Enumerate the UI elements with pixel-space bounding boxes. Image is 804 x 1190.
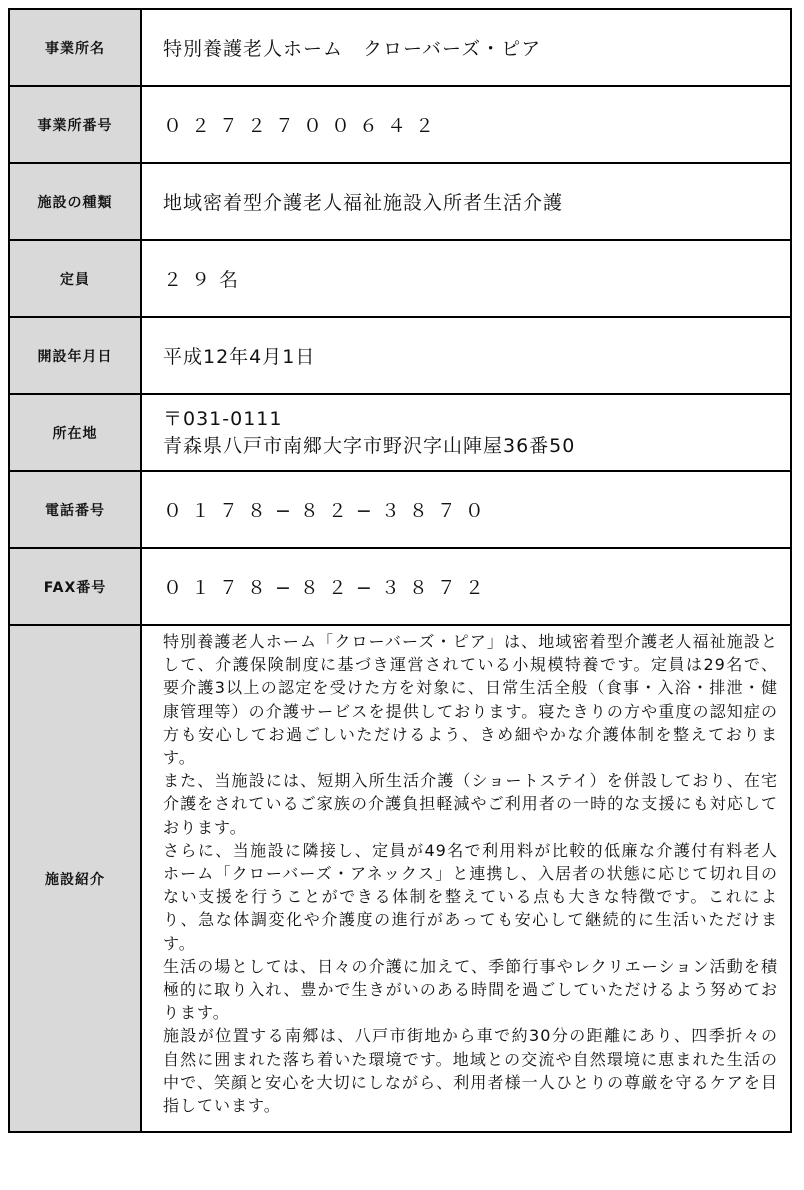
- value-fax: ０１７８−８２−３８７２: [141, 548, 791, 625]
- label-phone: 電話番号: [9, 471, 141, 548]
- row-facility-name: [9, 9, 791, 86]
- facility-info-table: [8, 8, 792, 1133]
- row-address: [9, 394, 791, 471]
- row-facility-type: [9, 163, 791, 240]
- label-fax: FAX番号: [9, 548, 141, 625]
- label-facility-type: 施設の種類: [9, 163, 141, 240]
- row-fax: [9, 548, 791, 625]
- description-paragraph: 特別養護老人ホーム「クローバーズ・ピア」は、地域密着型介護老人福祉施設として、介護保険制度に基づき運営されている小規模特養です。定員は29名で、要介護3以上の認定を受けた方を対象に、日常生活全般（食事・入浴・排泄・健康管理等）の介護サービスを提供しております。寝たきりの方や重度の認知症の方も安心してお過ごしいただけるよう、きめ細やかな介護体制を整えております。: [163, 632, 778, 768]
- postal-code: 〒031-0111: [163, 407, 283, 430]
- value-facility-type: 地域密着型介護老人福祉施設入所者生活介護: [141, 163, 791, 240]
- value-phone: ０１７８−８２−３８７０: [141, 471, 791, 548]
- label-address: 所在地: [9, 394, 141, 471]
- value-capacity: ２９名: [141, 240, 791, 317]
- value-facility-name: 特別養護老人ホーム クローバーズ・ピア: [141, 9, 791, 86]
- value-facility-number: ０２７２７００６４２: [141, 86, 791, 163]
- row-facility-number: [9, 86, 791, 163]
- value-opening-date: 平成12年4月1日: [141, 317, 791, 394]
- description-paragraph: また、当施設には、短期入所生活介護（ショートステイ）を併設しており、在宅介護をされているご家族の介護負担軽減やご利用者の一時的な支援にも対応しております。: [163, 771, 778, 837]
- label-facility-number: 事業所番号: [9, 86, 141, 163]
- description-paragraph: 施設が位置する南郷は、八戸市街地から車で約30分の距離にあり、四季折々の自然に囲まれた落ち着いた環境です。地域との交流や自然環境に恵まれた生活の中で、笑顔と安心を大切にしながら、利用者様一人ひとりの尊厳を守るケアを目指しています。: [163, 1026, 778, 1116]
- label-facility-name: 事業所名: [9, 9, 141, 86]
- value-description: [141, 625, 791, 1132]
- row-capacity: [9, 240, 791, 317]
- label-capacity: 定員: [9, 240, 141, 317]
- row-phone: [9, 471, 791, 548]
- description-paragraph: 生活の場としては、日々の介護に加えて、季節行事やレクリエーション活動を積極的に取り入れ、豊かで生きがいのある時間を過ごしていただけるよう努めております。: [163, 956, 778, 1023]
- row-opening-date: [9, 317, 791, 394]
- description-paragraph: さらに、当施設に隣接し、定員が49名で利用料が比較的低廉な介護付有料老人ホーム「クローバーズ・アネックス」と連携し、入居者の状態に応じて切れ目のない支援を行うことができる体制を整えている点も大きな特徴です。これにより、急な体調変化や介護度の進行があっても安心して継続的に生活いただけます。: [163, 840, 778, 953]
- label-description: 施設紹介: [9, 625, 141, 1132]
- value-address: [141, 394, 791, 471]
- label-opening-date: 開設年月日: [9, 317, 141, 394]
- street-address: 青森県八戸市南郷大字市野沢字山陣屋36番50: [163, 434, 576, 457]
- row-description: [9, 625, 791, 1132]
